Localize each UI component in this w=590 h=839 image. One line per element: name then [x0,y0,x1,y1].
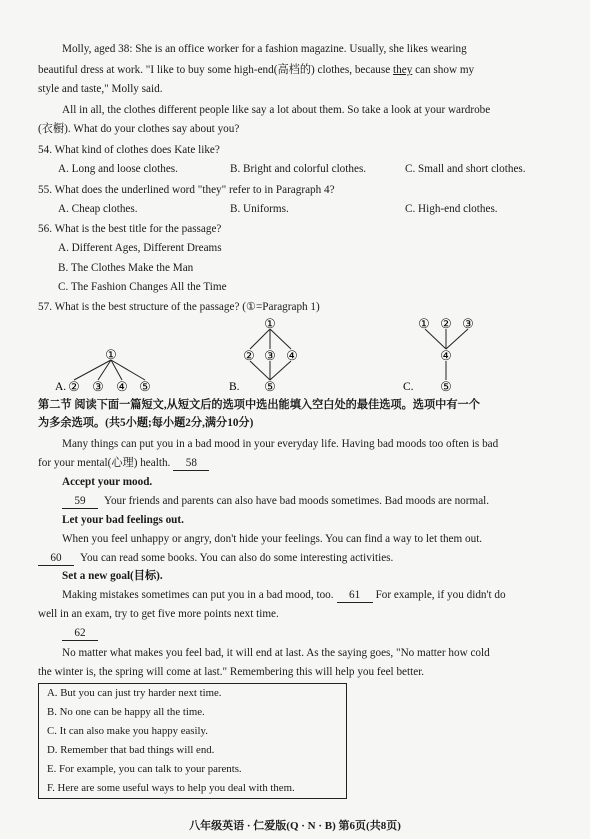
blank-62[interactable]: 62 [62,626,98,641]
choice-c[interactable]: C. It can also make you happy easily. [47,725,208,737]
node-1: ① [418,316,430,331]
choice-f[interactable]: F. Here are some useful ways to help you deal with them. [47,782,295,794]
node-4: ④ [286,348,298,363]
node-5: ⑤ [440,379,452,394]
choice-e[interactable]: E. For example, you can talk to your parents. [47,763,242,775]
blank-60[interactable]: 60 [38,551,74,566]
q55-option-b[interactable]: B. Uniforms. [230,203,289,215]
choice-a[interactable]: A. But you can just try harder next time. [47,687,222,699]
page-footer: 八年级英语 · 仁爱版(Q · N · B) 第6页(共8页) [189,820,401,832]
passage-line: for your mental(心理) health. 58 [38,456,554,471]
passage-line: 59 Your friends and parents can also have bad moods sometimes. Bad moods are normal. [62,494,578,509]
passage-line: When you feel unhappy or angry, don't hide your feelings. You can find a way to let them out. [62,533,483,545]
question-57: 57. What is the best structure of the passage? (①=Paragraph 1) [38,301,320,313]
option-c-label: C. [403,381,414,393]
node-3: ③ [92,379,104,394]
passage-line: style and taste," Molly said. [38,83,163,95]
node-1: ① [264,316,276,331]
section-heading: 第二节 阅读下面一篇短文,从短文后的选项中选出能填入空白处的最佳选项。选项中有一个 [38,399,480,411]
passage-line: Making mistakes sometimes can put you in a bad mood, too. 61 For example, if you didn't do [62,589,506,601]
question-54: 54. What kind of clothes does Kate like? [38,144,220,156]
passage-line [62,626,578,641]
blank-59[interactable]: 59 [62,494,98,509]
structure-diagram-a[interactable] [55,347,151,394]
passage-line: well in an exam, try to get five more points next time. [38,608,279,620]
q54-option-c[interactable]: C. Small and short clothes. [405,163,526,175]
subheading: Accept your mood. [62,476,153,488]
node-3: ③ [264,348,276,363]
question-56: 56. What is the best title for the passage? [38,223,222,235]
passage-line: 60 You can read some books. You can also do some interesting activities. [38,551,554,566]
node-5: ⑤ [139,379,151,394]
node-2: ② [68,379,80,394]
node-4: ④ [440,348,452,363]
blank-58[interactable]: 58 [173,456,209,471]
passage-line: All in all, the clothes different people like say a lot about them. So take a look at your wardrobe [62,104,491,116]
passage-line: (衣橱). What do your clothes say about you? [38,123,240,135]
q56-option-c[interactable]: C. The Fashion Changes All the Time [58,281,227,293]
option-a-label: A. [55,381,67,393]
node-5: ⑤ [264,379,276,394]
choice-b[interactable]: B. No one can be happy all the time. [47,706,205,718]
choices-box [38,683,347,799]
structure-diagram-b[interactable] [229,316,298,394]
subheading: Let your bad feelings out. [62,514,184,526]
passage-line: No matter what makes you feel bad, it will end at last. As the saying goes, "No matter how cold [62,647,490,659]
structure-diagram-c[interactable] [403,316,474,394]
underlined-word: they [393,64,413,76]
passage-line: Molly, aged 38: She is an office worker for a fashion magazine. Usually, she likes wearing [62,43,467,55]
q54-option-b[interactable]: B. Bright and colorful clothes. [230,163,367,175]
node-4: ④ [116,379,128,394]
node-2: ② [243,348,255,363]
section-heading: 为多余选项。(共5小题;每小题2分,满分10分) [38,417,254,429]
subheading: Set a new goal(目标). [62,570,163,582]
q55-option-a[interactable]: A. Cheap clothes. [58,203,138,215]
q56-option-a[interactable]: A. Different Ages, Different Dreams [58,242,222,254]
q54-option-a[interactable]: A. Long and loose clothes. [58,163,178,175]
q55-option-c[interactable]: C. High-end clothes. [405,203,498,215]
q56-option-b[interactable]: B. The Clothes Make the Man [58,262,194,274]
choice-d[interactable]: D. Remember that bad things will end. [47,744,215,756]
passage-line: Many things can put you in a bad mood in your everyday life. Having bad moods too often is bad [62,438,499,450]
node-1: ① [105,347,117,362]
structure-diagrams [38,314,554,396]
question-55: 55. What does the underlined word "they" refer to in Paragraph 4? [38,184,335,196]
node-2: ② [440,316,452,331]
passage-line: beautiful dress at work. "I like to buy some high-end(高档的) clothes, because they can show my [38,64,475,76]
blank-61[interactable]: 61 [337,588,373,603]
node-3: ③ [462,316,474,331]
option-b-label: B. [229,381,240,393]
passage-line: the winter is, the spring will come at last." Remembering this will help you feel better. [38,666,425,678]
